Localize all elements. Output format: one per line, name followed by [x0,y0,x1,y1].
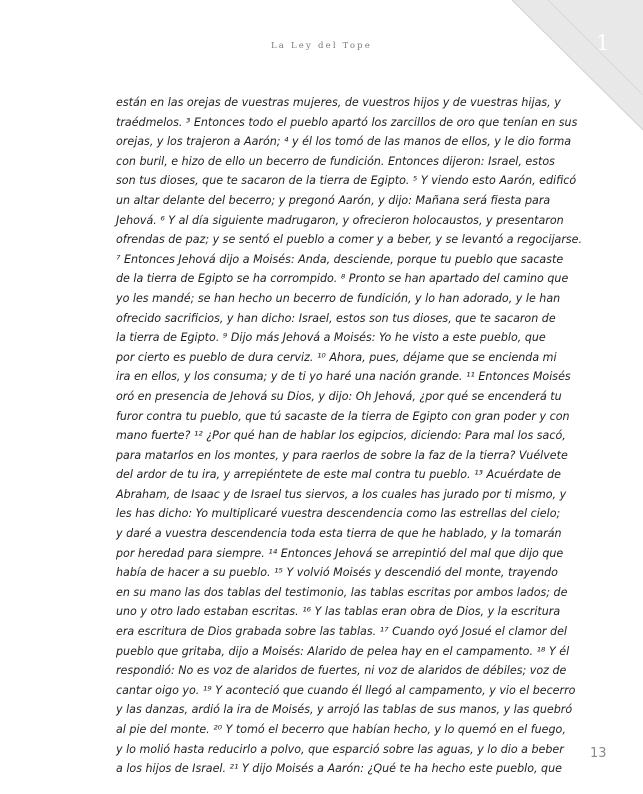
text-line: orejas, y los trajeron a Aarón; ⁴ y él los tomó de las manos de ellos, y le dio forma [116,135,572,149]
text-line: y lo molió hasta reducirlo a polvo, que esparció sobre las aguas, y lo dio a beber [116,742,564,756]
text-line: al pie del monte. ²⁰ Y tomó el becerro que habían hecho, y lo quemó en el fuego, [116,723,566,736]
text-line: oró en presencia de Jehová su Dios, y dijo: Oh Jehová, ¿por qué se encenderá tu [116,389,562,403]
text-line: por cierto es pueblo de dura cerviz. ¹⁰ Ahora, pues, déjame que se encienda mi [116,350,557,364]
text-line: del ardor de tu ira, y arrepiéntete de este mal contra tu pueblo. ¹³ Acuérdate de [116,468,562,482]
text-line: uno y otro lado estaban escritas. ¹⁶ Y las tablas eran obra de Dios, y la escritura [116,605,561,619]
text-line: furor contra tu pueblo, que tú sacaste de la tierra de Egipto con gran poder y con [116,409,570,423]
text-line: un altar delante del becerro; y pregonó Aarón, y dijo: Mañana será fiesta para [116,193,551,207]
chapter-number: 1 [596,31,610,55]
page-number: 13 [590,746,607,761]
text-line: la tierra de Egipto. ⁹ Dijo más Jehová a Moisés: Yo he visto a este pueblo, que [116,331,546,345]
text-line: están en las orejas de vuestras mujeres, de vuestros hijos y de vuestras hijas, y [116,96,561,109]
text-line: les has dicho: Yo multiplicaré vuestra descendencia como las estrellas del cielo; [116,507,561,521]
text-line: Abraham, de Isaac y de Israel tus siervos, a los cuales has jurado por ti mismo, y [116,487,567,501]
body-text [116,93,583,779]
text-line: y las danzas, ardió la ira de Moisés, y arrojó las tablas de sus manos, y las quebró [116,703,573,717]
text-line: ofrecido sacrificios, y han dicho: Israel, estos son tus dioses, que te sacaron de [116,311,556,325]
text-line: para matarlos en los montes, y para raerlos de sobre la faz de la tierra? Vuélvete [116,448,568,462]
text-line: Jehová. ⁶ Y al día siguiente madrugaron, y ofrecieron holocaustos, y presentaron [116,213,564,227]
text-line: son tus dioses, que te sacaron de la tierra de Egipto. ⁵ Y viendo esto Aarón, edificó [116,174,577,188]
text-line: en su mano las dos tablas del testimonio, las tablas escritas por ambos lados; de [116,585,568,599]
text-line: ⁷ Entonces Jehová dijo a Moisés: Anda, desciende, porque tu pueblo que sacaste [116,252,564,266]
text-line: yo les mandé; se han hecho un becerro de fundición, y lo han adorado, y le han [116,291,561,305]
text-line: traédmelos. ³ Entonces todo el pueblo apartó los zarcillos de oro que tenían en sus [116,115,578,129]
text-line: cantar oigo yo. ¹⁹ Y aconteció que cuando él llegó al campamento, y vio el becerro [116,683,576,697]
text-line: ira en ellos, y los consuma; y de ti yo haré una nación grande. ¹¹ Entonces Moisés [116,370,571,384]
running-header-title: La Ley del Tope [270,41,373,51]
text-line: con buril, e hizo de ello un becerro de fundición. Entonces dijeron: Israel, estos [116,154,555,168]
text-line: por heredad para siempre. ¹⁴ Entonces Jehová se arrepintió del mal que dijo que [116,546,564,560]
text-line: era escritura de Dios grabada sobre las tablas. ¹⁷ Cuando oyó Josué el clamor del [116,625,567,639]
text-line: pueblo que gritaba, dijo a Moisés: Alarido de pelea hay en el campamento. ¹⁸ Y él [116,644,570,658]
text-line: había de hacer a su pueblo. ¹⁵ Y volvió Moisés y descendió del monte, trayendo [116,566,558,580]
text-line: y daré a vuestra descendencia toda esta tierra de que he hablado, y la tomarán [116,527,562,541]
text-line: de la tierra de Egipto se ha corrompido. ⁸ Pronto se han apartado del camino que [116,272,569,286]
text-line: ofrendas de paz; y se sentó el pueblo a comer y a beber, y se levantó a regocijarse. [116,233,583,247]
text-line: mano fuerte? ¹² ¿Por qué han de hablar los egipcios, diciendo: Para mal los sacó, [116,429,566,443]
text-line: a los hijos de Israel. ²¹ Y dijo Moisés a Aarón: ¿Qué te ha hecho este pueblo, que [116,762,562,776]
text-line: respondió: No es voz de alaridos de fuertes, ni voz de alaridos de débiles; voz de [116,664,567,678]
